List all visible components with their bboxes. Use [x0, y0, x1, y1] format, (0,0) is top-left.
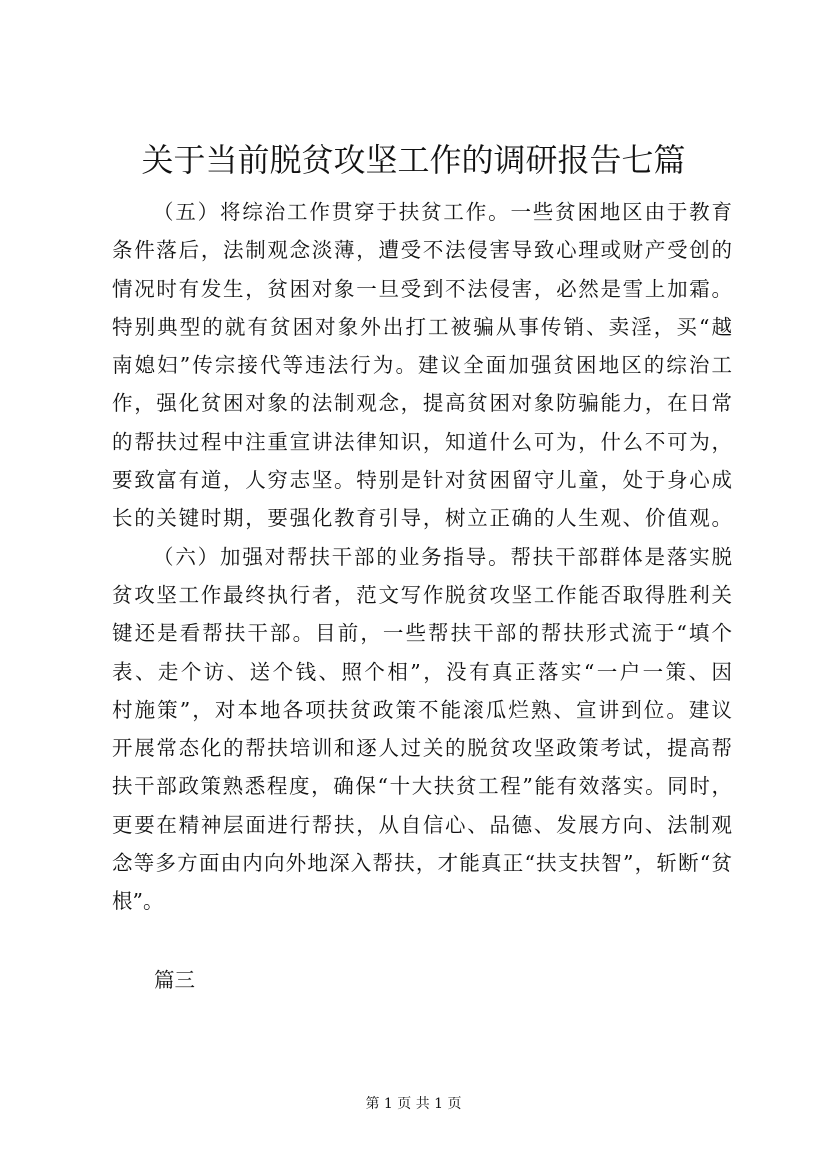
paragraph-6-line-1: （六）加强对帮扶干部的业务指导。帮扶干部群体是落实脱 [153, 544, 732, 569]
paragraph-5-line-5: 南媳妇”传宗接代等违法行为。建议全面加强贫困地区的综治工 [112, 353, 732, 378]
paragraph-5-line-4: 特别典型的就有贫困对象外出打工被骗从事传销、卖淫，买“越 [112, 314, 732, 339]
paragraph-6-line-10: 根”。 [112, 889, 164, 914]
paragraph-5-line-6: 作，强化贫困对象的法制观念，提高贫困对象防骗能力，在日常 [112, 391, 732, 416]
paragraph-6-line-3: 键还是看帮扶干部。目前，一些帮扶干部的帮扶形式流于“填个 [112, 621, 732, 646]
paragraph-6-line-4: 表、走个访、送个钱、照个相”，没有真正落实“一户一策、因 [112, 659, 732, 684]
paragraph-5-line-9: 长的关键时期，要强化教育引导，树立正确的人生观、价值观。 [112, 506, 732, 531]
paragraph-6 [112, 538, 732, 921]
paragraph-6-line-5: 村施策”，对本地各项扶贫政策不能滚瓜烂熟、宣讲到位。建议 [112, 697, 732, 722]
paragraph-6-line-7: 扶干部政策熟悉程度，确保“十大扶贫工程”能有效落实。同时， [112, 774, 732, 799]
document-body [112, 193, 732, 921]
page-footer: 第 1 页 共 1 页 [365, 1096, 462, 1112]
paragraph-6-line-2: 贫攻坚工作最终执行者，范文写作脱贫攻坚工作能否取得胜利关 [112, 582, 732, 607]
paragraph-6-line-6: 开展常态化的帮扶培训和逐人过关的脱贫攻坚政策考试，提高帮 [112, 736, 732, 761]
paragraph-5 [112, 193, 732, 538]
paragraph-5-line-8: 要致富有道，人穷志坚。特别是针对贫困留守儿童，处于身心成 [112, 468, 732, 493]
section-heading: 篇三 [154, 968, 195, 992]
document-title: 关于当前脱贫攻坚工作的调研报告七篇 [141, 141, 686, 179]
paragraph-5-line-2: 条件落后，法制观念淡薄，遭受不法侵害导致心理或财产受创的 [112, 238, 732, 263]
paragraph-5-line-7: 的帮扶过程中注重宣讲法律知识，知道什么可为，什么不可为， [112, 429, 732, 454]
paragraph-6-line-8: 更要在精神层面进行帮扶，从自信心、品德、发展方向、法制观 [112, 812, 732, 837]
paragraph-5-line-1: （五）将综治工作贯穿于扶贫工作。一些贫困地区由于教育 [153, 200, 732, 224]
paragraph-6-line-9: 念等多方面由内向外地深入帮扶，才能真正“扶支扶智”，斩断“贫 [112, 851, 732, 876]
paragraph-5-line-3: 情况时有发生，贫困对象一旦受到不法侵害，必然是雪上加霜。 [112, 276, 732, 301]
